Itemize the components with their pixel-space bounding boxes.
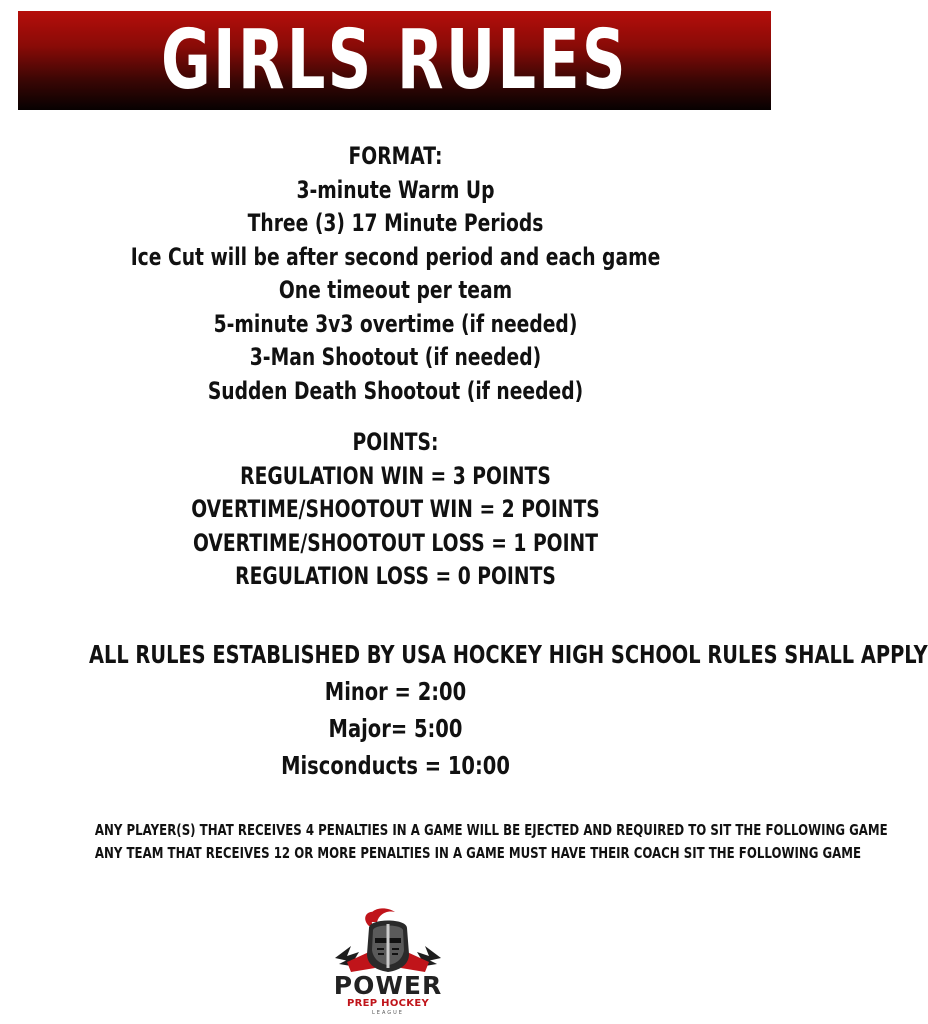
logo-tagline: LEAGUE	[372, 1010, 404, 1016]
format-heading: FORMAT:	[348, 142, 443, 170]
points-item: REGULATION LOSS = 0 POINTS	[235, 562, 556, 590]
rules-item: Major= 5:00	[328, 714, 463, 743]
points-item: OVERTIME/SHOOTOUT LOSS = 1 POINT	[192, 528, 598, 557]
format-item: 5-minute 3v3 overtime (if needed)	[213, 309, 578, 338]
page-title: GIRLS RULES	[161, 12, 628, 108]
league-logo	[325, 906, 451, 1018]
penalty-note: ANY TEAM THAT RECEIVES 12 OR MORE PENALTIES IN A GAME MUST HAVE THEIR COACH SIT THE FOLLOWING GAME	[94, 844, 862, 862]
rules-heading: ALL RULES ESTABLISHED BY USA HOCKEY HIGH SCHOOL RULES SHALL APPLY	[88, 640, 928, 669]
format-item: Ice Cut will be after second period and each game	[130, 242, 661, 271]
logo-brand: POWER	[333, 971, 443, 1000]
logo-subtitle: PREP HOCKEY	[346, 998, 429, 1009]
format-item: 3-minute Warm Up	[296, 175, 495, 204]
rules-section	[0, 636, 928, 784]
points-section	[0, 426, 791, 594]
title-banner	[18, 11, 771, 110]
format-item: Three (3) 17 Minute Periods	[247, 209, 544, 237]
penalty-note: ANY PLAYER(S) THAT RECEIVES 4 PENALTIES IN A GAME WILL BE EJECTED AND REQUIRED TO SIT THE FOLLOWING GAME	[94, 821, 888, 839]
points-item: OVERTIME/SHOOTOUT WIN = 2 POINTS	[191, 495, 600, 523]
format-item: One timeout per team	[278, 276, 513, 304]
rules-item: Minor = 2:00	[324, 677, 467, 706]
points-heading: POINTS:	[352, 428, 439, 456]
format-section	[0, 140, 791, 408]
penalties-section	[0, 819, 888, 865]
rules-item: Misconducts = 10:00	[281, 751, 510, 780]
knight-helmet-icon	[325, 906, 451, 976]
points-item: REGULATION WIN = 3 POINTS	[240, 461, 551, 490]
format-item: 3-Man Shootout (if needed)	[249, 343, 542, 371]
format-item: Sudden Death Shootout (if needed)	[207, 376, 584, 405]
